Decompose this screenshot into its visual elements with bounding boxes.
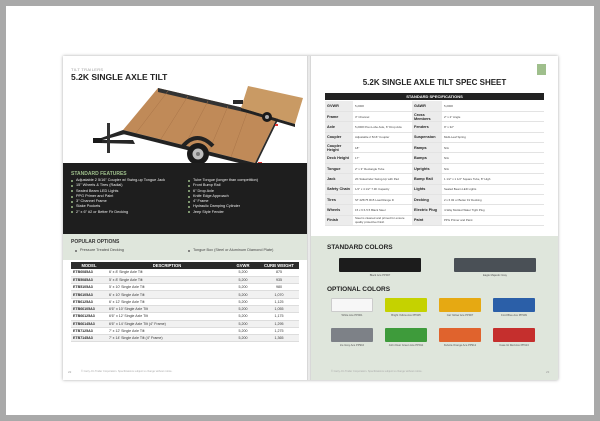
- optional-colors-title: OPTIONAL COLORS: [327, 286, 391, 293]
- model-cell: ETB5085A3: [71, 276, 107, 283]
- spec-row: [325, 174, 544, 184]
- standard-colors-title: STANDARD COLORS: [327, 244, 393, 251]
- spec-value: N/A: [442, 163, 544, 173]
- colors-panel: [311, 236, 558, 380]
- feature-item: Jeep Style Fender: [188, 210, 258, 215]
- feature-item: 15" Wheels & Tires (Radial): [71, 183, 165, 188]
- model-cell: ETB6105A3: [71, 291, 107, 298]
- color-label: Bright Yellow Ace PP905: [391, 314, 421, 317]
- standard-features-panel: [63, 163, 307, 234]
- model-cell: ETB6085A3: [71, 269, 107, 276]
- brand-mark: [537, 64, 546, 75]
- description-cell: 7' x 12' Single Axle Tilt: [107, 327, 227, 334]
- gvwr-cell: 5,200: [227, 291, 259, 298]
- spec-value: 2K Sidewinder Swing-Up with Pad: [353, 174, 412, 184]
- feature-item: 4" Frame: [188, 199, 258, 204]
- column-header: DESCRIPTION: [107, 262, 227, 269]
- gvwr-cell: 5,200: [227, 327, 259, 334]
- curb-weight-cell: 1,365: [259, 335, 299, 342]
- optional-color-swatch: [493, 298, 535, 317]
- spec-value: 5,200#: [442, 101, 544, 111]
- curb-weight-cell: 935: [259, 276, 299, 283]
- color-chip: [385, 328, 427, 342]
- spec-label: Ramps: [412, 143, 442, 153]
- table-row: [71, 298, 299, 305]
- color-chip: [331, 298, 373, 312]
- description-cell: 6'6" x 14' Single Axle Tilt (4" Frame): [107, 320, 227, 327]
- color-chip: [339, 258, 421, 272]
- feature-item: Tube Tongue (longer than competition): [188, 178, 258, 183]
- curb-weight-cell: 1,055: [259, 305, 299, 312]
- spec-label: Coupler: [325, 132, 353, 142]
- spec-value: 18": [353, 143, 412, 153]
- column-header: CURB WEIGHT: [259, 262, 299, 269]
- optional-color-swatch: [439, 298, 481, 317]
- spec-sheet-title: 5.2K SINGLE AXLE TILT SPEC SHEET: [362, 78, 507, 87]
- spec-value: 9" x 32": [442, 122, 544, 132]
- description-cell: 5' x 8' Single Axle Tilt: [107, 276, 227, 283]
- spec-label: Axle: [325, 122, 353, 132]
- spec-value: 2 x 6 #2 or Better Fir Decking: [442, 195, 544, 205]
- model-cell: ETB5105A3: [71, 284, 107, 291]
- model-cell: ETB66145A3: [71, 320, 107, 327]
- gvwr-cell: 5,200: [227, 298, 259, 305]
- feature-item: Adjustable 2 5/16" Coupler w/ Swing-up Tongue Jack: [71, 178, 165, 183]
- table-row: [71, 320, 299, 327]
- color-label: Ford Blue Ace PP909: [501, 314, 527, 317]
- spec-label: Uprights: [412, 163, 442, 173]
- color-label: Eagle Majestic Gray: [482, 274, 508, 277]
- table-row: [71, 276, 299, 283]
- optional-color-swatch: [385, 328, 427, 347]
- spec-label: Bumps: [412, 153, 442, 163]
- curb-weight-cell: 1,275: [259, 327, 299, 334]
- page-footer: © Carry-On Trailer Corporation. Specifications subject to change without notice.: [331, 370, 423, 373]
- spec-row: [325, 163, 544, 173]
- feature-item: Stake Pockets: [71, 204, 165, 209]
- features-column-1: [71, 178, 165, 215]
- spec-label: Electric Plug: [412, 205, 442, 215]
- popular-options-title: POPULAR OPTIONS: [71, 239, 120, 245]
- features-column-2: [188, 178, 258, 215]
- curb-weight-cell: 1,125: [259, 298, 299, 305]
- spec-value: 1 1/2" x 1 1/2" Square Tube, 8" High: [442, 174, 544, 184]
- optional-color-swatch: [331, 328, 373, 347]
- table-row: [71, 335, 299, 342]
- option-item: Pressure Treated Decking: [75, 248, 124, 252]
- spec-label: Decking: [412, 195, 442, 205]
- spec-label: Safety Chain: [325, 184, 353, 194]
- spec-label: GAWR: [412, 101, 442, 111]
- color-label: Kubota Orange Ace PP912: [443, 344, 477, 347]
- spec-label: Deck Height: [325, 153, 353, 163]
- feature-item: 3" Channel Frame: [71, 199, 165, 204]
- curb-weight-cell: 980: [259, 284, 299, 291]
- spec-row: [325, 205, 544, 215]
- spec-label: Paint: [412, 215, 442, 225]
- spec-label: Tongue: [325, 163, 353, 173]
- gvwr-cell: 5,200: [227, 284, 259, 291]
- spec-row: [325, 153, 544, 163]
- spec-label: Lights: [412, 184, 442, 194]
- gvwr-cell: 5,200: [227, 313, 259, 320]
- standard-features-title: STANDARD FEATURES: [71, 171, 127, 177]
- spec-row: [325, 215, 544, 225]
- spec-value: 2" x 2" Angle: [442, 111, 544, 121]
- spec-row: [325, 111, 544, 121]
- trailer-photo: [63, 68, 307, 176]
- viewer-frame: [6, 6, 594, 415]
- feature-item: 2" x 6" #2 or Better Fir Decking: [71, 210, 165, 215]
- gvwr-cell: 5,200: [227, 320, 259, 327]
- description-cell: 6'6" x 12' Single Axle Tilt: [107, 313, 227, 320]
- standard-color-swatch: [454, 258, 536, 277]
- table-row: [71, 305, 299, 312]
- spec-value: PPG Primer and Paint: [442, 215, 544, 225]
- color-label: John Deer Green Ace PP911: [388, 344, 424, 347]
- color-chip: [439, 328, 481, 342]
- spec-label: GVWR: [325, 101, 353, 111]
- spec-row: [325, 132, 544, 142]
- left-page: [63, 56, 307, 380]
- curb-weight-cell: 875: [259, 269, 299, 276]
- spec-row: [325, 195, 544, 205]
- spec-table: [325, 101, 544, 226]
- table-row: [71, 269, 299, 276]
- page-footer: © Carry-On Trailer Corporation. Specifications subject to change without notice.: [81, 370, 173, 373]
- spec-value: Multi-Leaf Spring: [442, 132, 544, 142]
- table-row: [71, 327, 299, 334]
- spec-label: Jack: [325, 174, 353, 184]
- curb-weight-cell: 1,070: [259, 291, 299, 298]
- spec-value: 17": [353, 153, 412, 163]
- spec-label: Cross Members: [412, 111, 442, 121]
- color-chip: [385, 298, 427, 312]
- spec-value: 1/4" x 4 1/2" 7.3K Capacity: [353, 184, 412, 194]
- color-chip: [331, 328, 373, 342]
- color-label: Ice Grey Ace PP910: [339, 344, 365, 347]
- column-header: GVWR: [227, 262, 259, 269]
- spec-label: Wheels: [325, 205, 353, 215]
- color-chip: [454, 258, 536, 272]
- spec-value: 5,200#: [353, 101, 412, 111]
- spec-label: Bump Rail: [412, 174, 442, 184]
- column-header: MODEL: [71, 262, 107, 269]
- feature-item: Sealed Beam LED Lights: [71, 189, 165, 194]
- color-label: Black Ace PP907: [369, 274, 391, 277]
- page-number: 22: [68, 370, 72, 374]
- spec-row: [325, 184, 544, 194]
- spec-label: Coupler Height: [325, 143, 353, 153]
- color-chip: [493, 298, 535, 312]
- popular-options-panel: [63, 234, 307, 260]
- color-label: Case IH Red Ace PP913: [499, 344, 529, 347]
- spec-row: [325, 101, 544, 111]
- feature-item: Hydraulic Damping Cylinder: [188, 204, 258, 209]
- gvwr-cell: 5,200: [227, 335, 259, 342]
- spec-value: 4-Way Molded Water Tight Plug: [442, 205, 544, 215]
- spec-value: 15 x 6 6-5.5 Black Steel: [353, 205, 412, 215]
- spec-value: 3" Channel: [353, 111, 412, 121]
- spec-label: Suspension: [412, 132, 442, 142]
- gvwr-cell: 5,200: [227, 305, 259, 312]
- model-cell: ETB7145A3: [71, 335, 107, 342]
- optional-color-swatch: [385, 298, 427, 317]
- standard-color-swatch: [339, 258, 421, 277]
- spec-value: Steel is cleaned and primed for ensure quality protective finish: [353, 215, 412, 225]
- color-chip: [493, 328, 535, 342]
- spec-label: Tires: [325, 195, 353, 205]
- page-number: 23: [546, 370, 550, 374]
- color-chip: [439, 298, 481, 312]
- optional-color-swatch: [493, 328, 535, 347]
- description-cell: 7' x 14' Single Axle Tilt (4" Frame): [107, 335, 227, 342]
- description-cell: 5' x 10' Single Axle Tilt: [107, 284, 227, 291]
- gvwr-cell: 5,200: [227, 276, 259, 283]
- color-label: White Ace PP901: [341, 314, 363, 317]
- spec-value: ST 225/75 R15 Load Range D: [353, 195, 412, 205]
- spec-row: [325, 122, 544, 132]
- spec-value: 2" x 3" Rectangle Tube: [353, 163, 412, 173]
- curb-weight-cell: 1,295: [259, 320, 299, 327]
- spec-header-bar: STANDARD SPECIFICATIONS: [325, 93, 544, 100]
- spec-value: Sealed Beam LED Lights: [442, 184, 544, 194]
- model-cell: ETB6125A3: [71, 298, 107, 305]
- curb-weight-cell: 1,175: [259, 313, 299, 320]
- feature-item: Front Bump Rail: [188, 183, 258, 188]
- optional-color-swatch: [439, 328, 481, 347]
- option-item: Tongue Box (Steel or Aluminum Diamond Plate): [188, 248, 273, 252]
- spec-label: Fenders: [412, 122, 442, 132]
- table-row: [71, 313, 299, 320]
- table-row: [71, 284, 299, 291]
- model-cell: ETB66125A3: [71, 313, 107, 320]
- spec-value: N/A: [442, 143, 544, 153]
- spec-value: Adjustable 2 5/16" Coupler: [353, 132, 412, 142]
- spec-value: 5,200# Prev-Lube Axle, 6" Drop Axle: [353, 122, 412, 132]
- model-table: [71, 262, 299, 342]
- model-cell: ETB7125A3: [71, 327, 107, 334]
- category-tag: TILT TRAILERS: [71, 67, 104, 72]
- color-label: Cat Yellow Ace PP907: [446, 314, 474, 317]
- description-cell: 6' x 8' Single Axle Tilt: [107, 269, 227, 276]
- optional-color-swatch: [331, 298, 373, 317]
- description-cell: 6' x 10' Single Axle Tilt: [107, 291, 227, 298]
- spec-label: Frame: [325, 111, 353, 121]
- spec-row: [325, 143, 544, 153]
- feature-item: PPG Primer and Paint: [71, 194, 165, 199]
- page-title: 5.2K SINGLE AXLE TILT: [71, 72, 168, 82]
- feature-item: 6" Drop Axle: [188, 189, 258, 194]
- spec-label: Finish: [325, 215, 353, 225]
- model-cell: ETB66105A3: [71, 305, 107, 312]
- table-row: [71, 291, 299, 298]
- description-cell: 6'6" x 10' Single Axle Tilt: [107, 305, 227, 312]
- brochure-spread: [63, 56, 558, 380]
- feature-item: Knife Edge Approach: [188, 194, 258, 199]
- gvwr-cell: 5,200: [227, 269, 259, 276]
- right-page: [311, 56, 558, 380]
- description-cell: 6' x 12' Single Axle Tilt: [107, 298, 227, 305]
- spec-value: N/A: [442, 153, 544, 163]
